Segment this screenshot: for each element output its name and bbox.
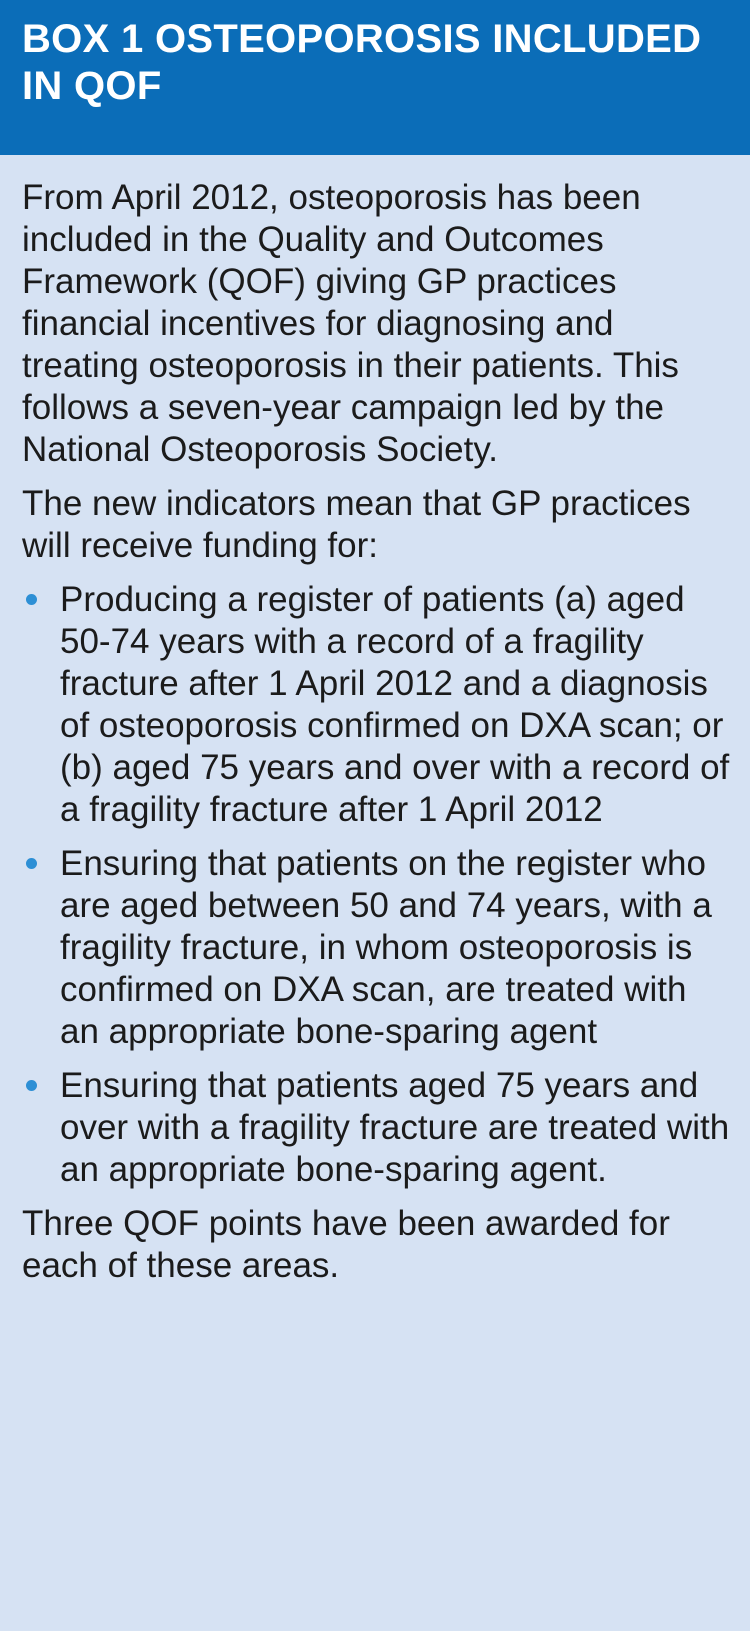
list-item-text: Producing a register of patients (a) aged 50-74 years with a record of a fragility fracture after 1 April 2012 and a diagnosis of osteoporosis confirmed on DXA scan; or (b) aged 75 years and over with a record of a fragility fracture after 1 April 2012 bbox=[60, 580, 730, 829]
box-header bbox=[0, 0, 750, 155]
closing-paragraph: Three QOF points have been awarded for each of these areas. bbox=[22, 1204, 670, 1285]
box-title: BOX 1 OSTEOPOROSIS INCLUDED IN QOF bbox=[22, 17, 702, 108]
funding-list bbox=[22, 579, 730, 1191]
bullet-icon bbox=[26, 1080, 37, 1091]
bullet-icon bbox=[26, 594, 37, 605]
list-item bbox=[22, 1065, 730, 1191]
intro-paragraph: From April 2012, osteoporosis has been included in the Quality and Outcomes Framework (QOF) giving GP practices financial incentives for diagnosing and treating osteoporosis in their patients. This follows a seven-year campaign led by the National Osteoporosis Society. bbox=[22, 178, 679, 469]
lead-in-paragraph: The new indicators mean that GP practices will receive funding for: bbox=[22, 484, 691, 565]
bullet-icon bbox=[26, 858, 37, 869]
list-item-text: Ensuring that patients aged 75 years and over with a fragility fracture are treated with an appropriate bone-sparing agent. bbox=[60, 1066, 730, 1189]
box-body bbox=[0, 155, 750, 1287]
list-item bbox=[22, 579, 730, 831]
list-item-text: Ensuring that patients on the register who are aged between 50 and 74 years, with a fragility fracture, in whom osteoporosis is confirmed on DXA scan, are treated with an appropriate bone-sparing agent bbox=[60, 844, 712, 1051]
list-item bbox=[22, 843, 730, 1053]
